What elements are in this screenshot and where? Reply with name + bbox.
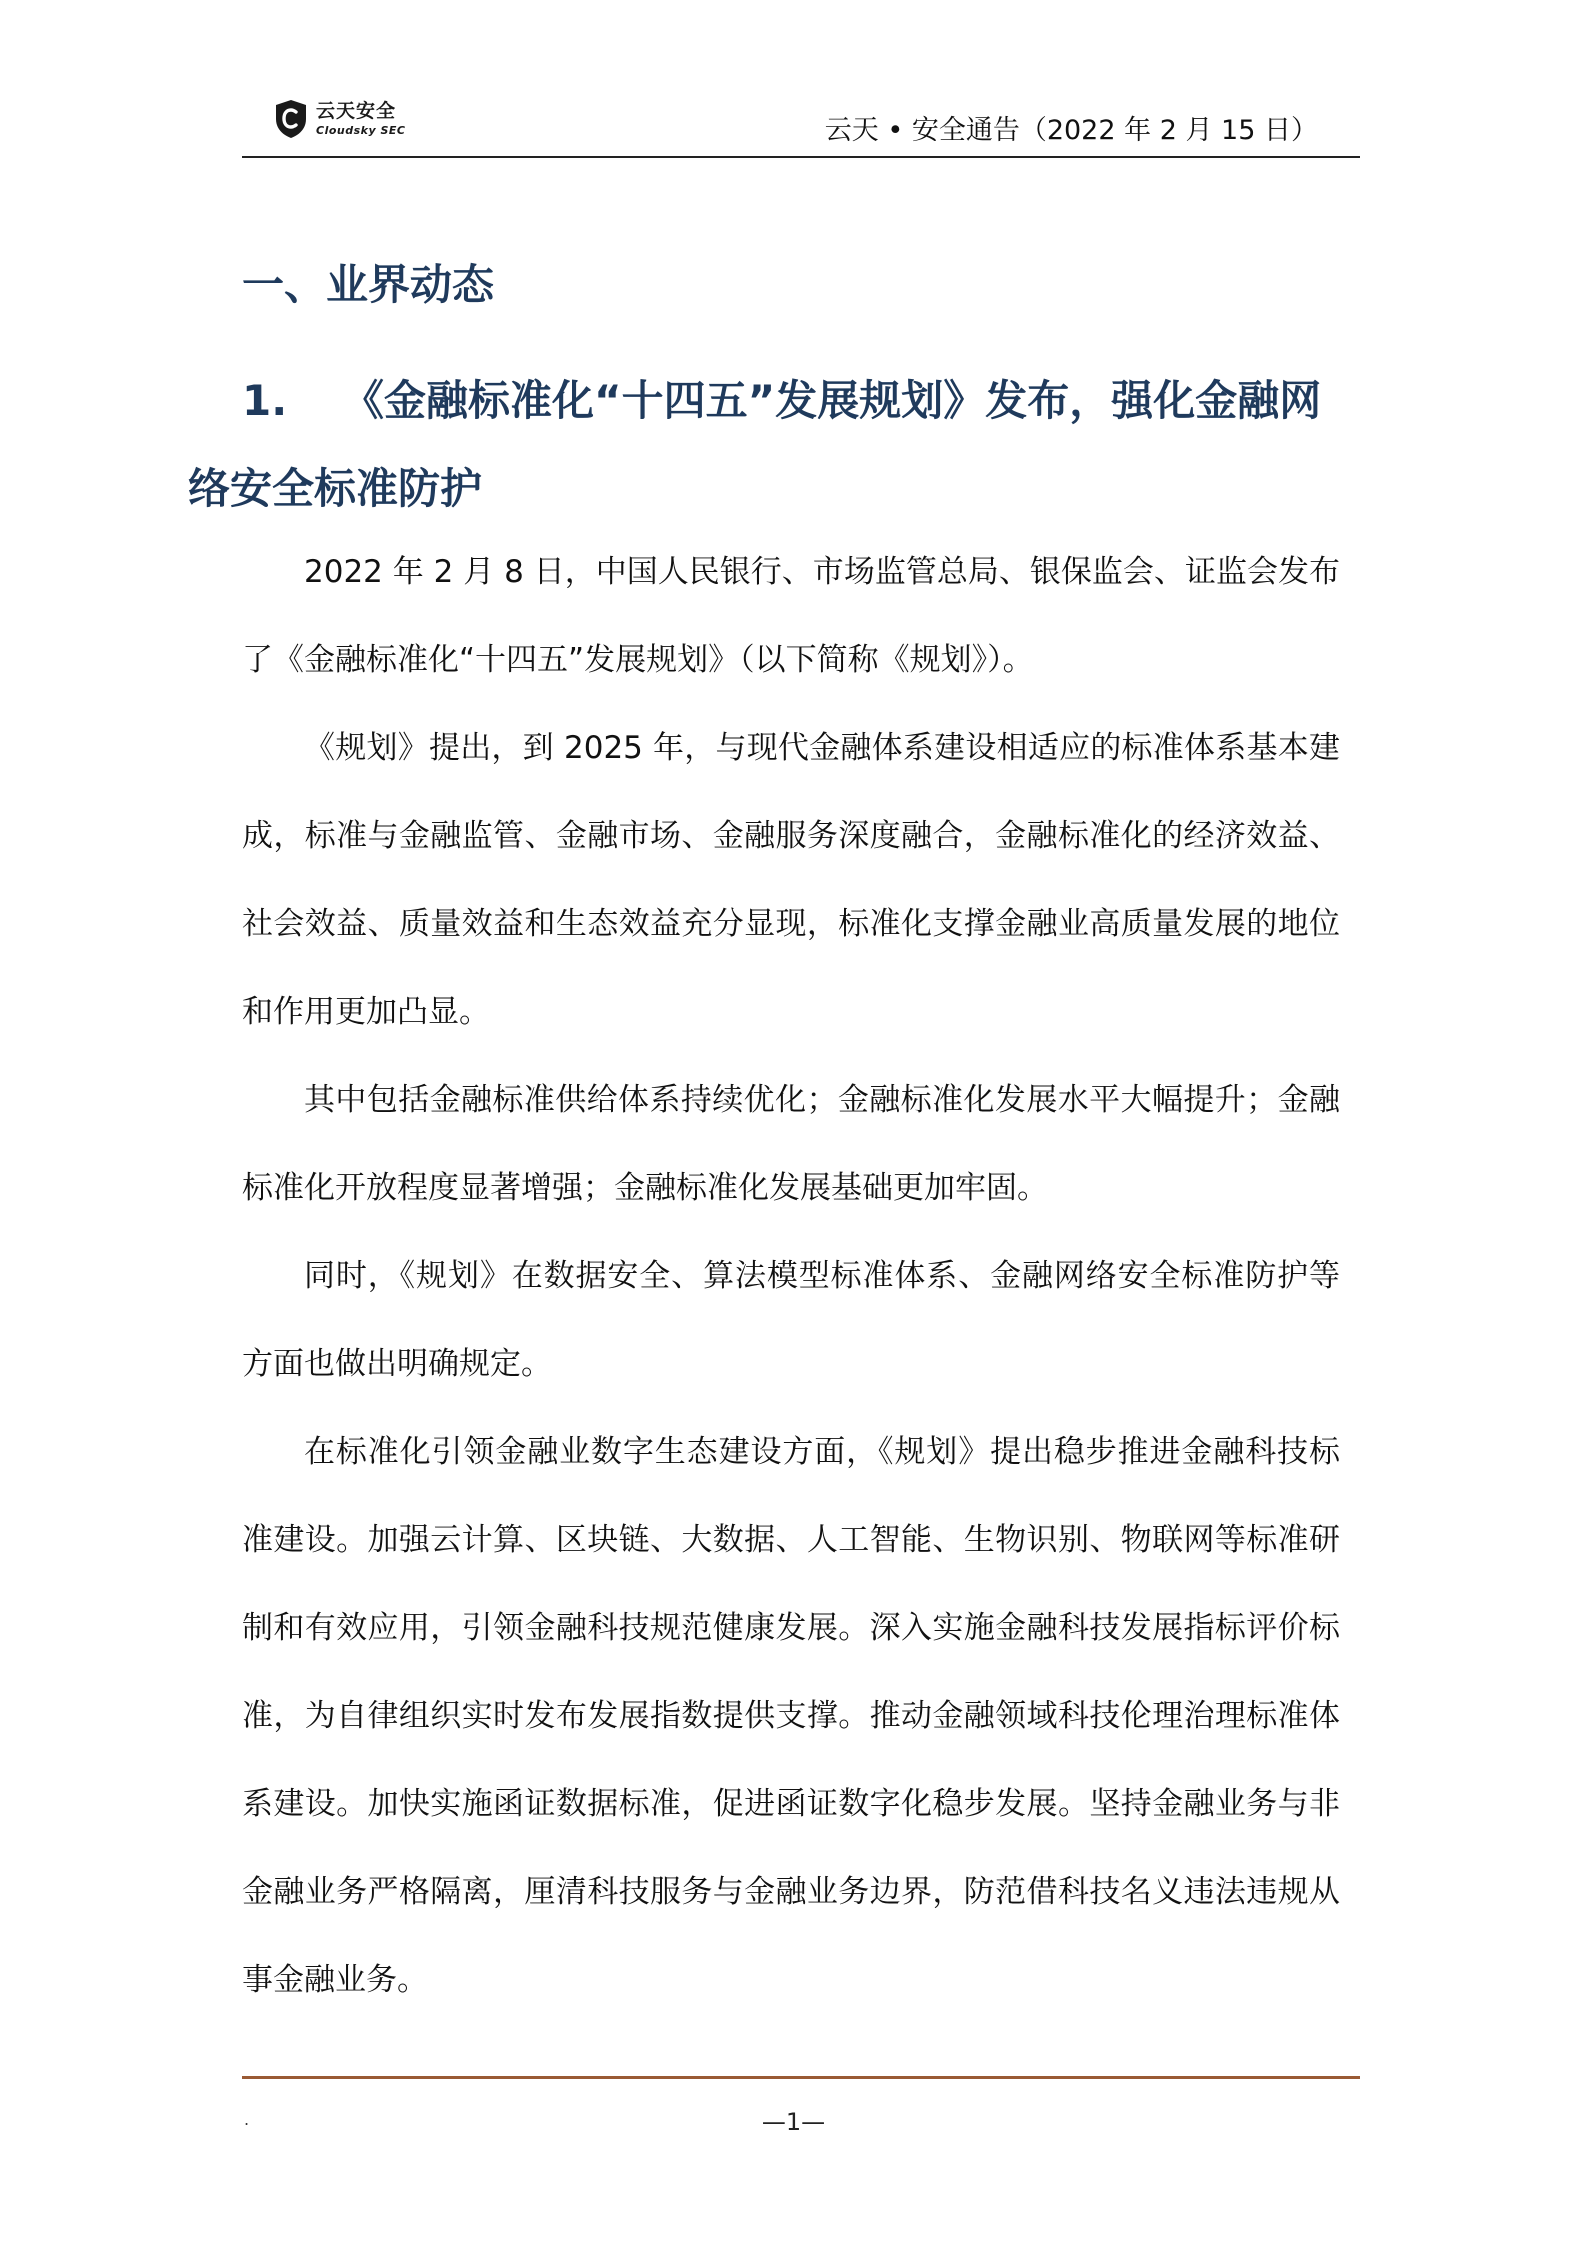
article-title: 《金融标准化“十四五”发展规划》发布，强化金融网络安全标准防护 <box>188 376 1322 513</box>
article-number: 1. <box>242 376 288 425</box>
paragraph: 其中包括金融标准供给体系持续优化；金融标准化发展水平大幅提升；金融标准化开放程度显著增强；金融标准化发展基础更加牢固。 <box>242 1082 1340 1206</box>
bulletin-title: 云天 • 安全通告（2022 年 2 月 15 日） <box>824 115 1318 146</box>
logo-name-cn: 云天安全 <box>316 100 397 122</box>
logo-name-en: Cloudsky SEC <box>316 124 406 137</box>
footer-mark: . <box>244 2110 250 2129</box>
page-number: —1— <box>761 2108 826 2136</box>
article-body <box>242 528 1340 2024</box>
company-logo <box>274 96 405 142</box>
header-divider <box>242 156 1360 158</box>
section-heading: 一、业界动态 <box>242 260 495 309</box>
paragraph: 《规划》提出，到 2025 年，与现代金融体系建设相适应的标准体系基本建成，标准与金融监管、金融市场、金融服务深度融合，金融标准化的经济效益、社会效益、质量效益和生态效益充分显现，标准化支撑金融业高质量发展的地位和作用更加凸显。 <box>242 730 1340 1030</box>
shield-c-icon <box>274 99 308 139</box>
paragraph: 同时，《规划》在数据安全、算法模型标准体系、金融网络安全标准防护等方面也做出明确规定。 <box>242 1258 1340 1382</box>
page-header <box>242 90 1360 158</box>
article-heading <box>188 357 1348 533</box>
paragraph: 2022 年 2 月 8 日，中国人民银行、市场监管总局、银保监会、证监会发布了《金融标准化“十四五”发展规划》（以下简称《规划》）。 <box>242 554 1340 678</box>
paragraph: 在标准化引领金融业数字生态建设方面，《规划》提出稳步推进金融科技标准建设。加强云计算、区块链、大数据、人工智能、生物识别、物联网等标准研制和有效应用，引领金融科技规范健康发展。深入实施金融科技发展指标评价标准，为自律组织实时发布发展指数提供支撑。推动金融领域科技伦理治理标准体系建设。加快实施函证数据标准，促进函证数字化稳步发展。坚持金融业务与非金融业务严格隔离，厘清科技服务与金融业务边界，防范借科技名义违法违规从事金融业务。 <box>242 1434 1340 1998</box>
footer-divider <box>242 2076 1360 2079</box>
